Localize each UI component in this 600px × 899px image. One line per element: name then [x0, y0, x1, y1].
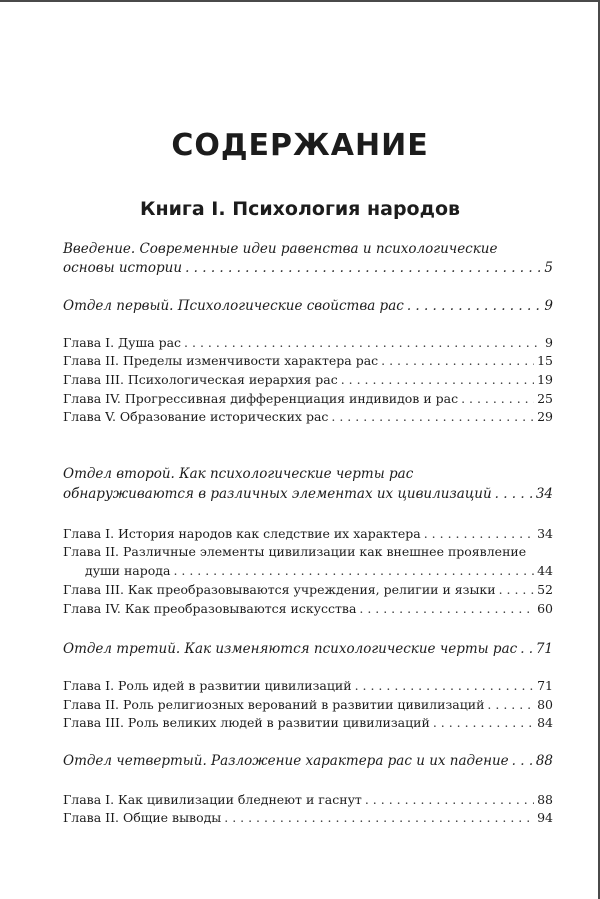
leader-dots	[365, 791, 534, 809]
leader-dots	[224, 809, 534, 827]
toc-chapter[interactable]	[63, 600, 553, 618]
toc-chapter[interactable]	[63, 371, 553, 389]
chapter-label: Глава II. Пределы изменчивости характера рас	[63, 353, 379, 368]
toc-chapter[interactable]	[63, 581, 553, 599]
section-2-line1: Отдел второй. Как психологические черты рас	[63, 466, 414, 482]
page-title: СОДЕРЖАНИЕ	[171, 128, 429, 163]
leader-dots	[499, 581, 535, 599]
page-number: 15	[537, 353, 553, 368]
toc-section-1[interactable]	[63, 297, 553, 315]
section-title: Отдел четвертый. Разложение характера рас и их падение	[63, 753, 509, 769]
leader-dots	[487, 696, 534, 714]
toc-section-3[interactable]	[63, 640, 553, 658]
page-number: 60	[537, 601, 553, 616]
top-border	[0, 0, 600, 2]
leader-dots	[520, 640, 533, 658]
toc-chapter[interactable]	[63, 334, 553, 352]
page-number: 52	[537, 582, 553, 597]
page-number: 71	[537, 678, 553, 693]
chapter-label: Глава II. Общие выводы	[63, 810, 222, 825]
page-number: 94	[537, 810, 553, 825]
leader-dots	[433, 714, 534, 732]
chapter-label: Глава I. Душа рас	[63, 335, 182, 350]
page-number: 19	[537, 372, 553, 387]
chapter-label: Глава III. Роль великих людей в развитии цивилизаций	[63, 715, 430, 730]
page-number: 29	[537, 409, 553, 424]
chapter-label: Глава II. Роль религиозных верований в развитии цивилизаций	[63, 697, 485, 712]
section-title: Отдел первый. Психологические свойства рас	[63, 298, 404, 314]
leader-dots	[359, 600, 534, 618]
book-title: Книга I. Психология народов	[139, 198, 461, 220]
section-title: обнаруживаются в различных элементах их цивилизаций	[63, 486, 492, 502]
leader-dots	[341, 371, 534, 389]
chapter-label: Глава III. Психологическая иерархия рас	[63, 372, 338, 387]
page-number: 34	[535, 486, 553, 502]
toc-chapter[interactable]	[63, 791, 553, 809]
leader-dots	[355, 677, 535, 695]
toc-chapter[interactable]	[63, 714, 553, 732]
page-number: 88	[537, 792, 553, 807]
page-number: 9	[544, 298, 553, 314]
page-number: 71	[535, 641, 553, 657]
page-number: 84	[537, 715, 553, 730]
chapter-label: Глава V. Образование исторических рас	[63, 409, 329, 424]
leader-dots	[331, 408, 534, 426]
toc-chapter[interactable]	[63, 408, 553, 426]
leader-dots	[407, 297, 542, 315]
leader-dots	[173, 562, 534, 580]
toc-chapter[interactable]	[63, 696, 553, 714]
chapter-label: Глава II. Различные элементы цивилизации как внешнее проявление	[63, 544, 527, 559]
chapter-label: Глава I. Роль идей в развитии цивилизаций	[63, 678, 352, 693]
toc-chapter[interactable]	[63, 809, 553, 827]
page-number: 44	[537, 563, 553, 578]
toc-chapter[interactable]	[63, 562, 553, 580]
chapter-label: Глава IV. Прогрессивная дифференциация индивидов и рас	[63, 391, 459, 406]
section-title: Отдел третий. Как изменяются психологические черты рас	[63, 641, 518, 657]
page-number: 88	[535, 753, 553, 769]
chapter-label: Глава I. Как цивилизации бледнеют и гаснут	[63, 792, 362, 807]
leader-dots	[184, 334, 542, 352]
chapter-label-cont: души народа	[85, 563, 171, 578]
leader-dots	[381, 352, 534, 370]
page-number: 5	[544, 260, 553, 276]
toc-chapter[interactable]	[63, 390, 553, 408]
page-number: 9	[545, 335, 553, 350]
leader-dots	[461, 390, 534, 408]
page-number: 25	[537, 391, 553, 406]
toc-chapter[interactable]	[63, 525, 553, 543]
leader-dots	[185, 259, 541, 277]
page-number: 34	[537, 526, 553, 541]
leader-dots	[512, 752, 533, 770]
intro-line1: Введение. Современные идеи равенства и психологические	[63, 241, 498, 257]
page-number: 80	[537, 697, 553, 712]
toc-chapter[interactable]	[63, 352, 553, 370]
intro-line2: основы истории	[63, 260, 183, 276]
leader-dots	[424, 525, 534, 543]
leader-dots	[495, 485, 533, 503]
chapter-label: Глава I. История народов как следствие их характера	[63, 526, 421, 541]
toc-section-4[interactable]	[63, 752, 553, 770]
toc-chapter[interactable]	[63, 677, 553, 695]
toc-entry-intro[interactable]	[63, 259, 553, 277]
chapter-label: Глава IV. Как преобразовываются искусства	[63, 601, 357, 616]
chapter-label: Глава III. Как преобразовываются учреждения, религии и языки	[63, 582, 496, 597]
toc-section-2[interactable]	[63, 485, 553, 503]
